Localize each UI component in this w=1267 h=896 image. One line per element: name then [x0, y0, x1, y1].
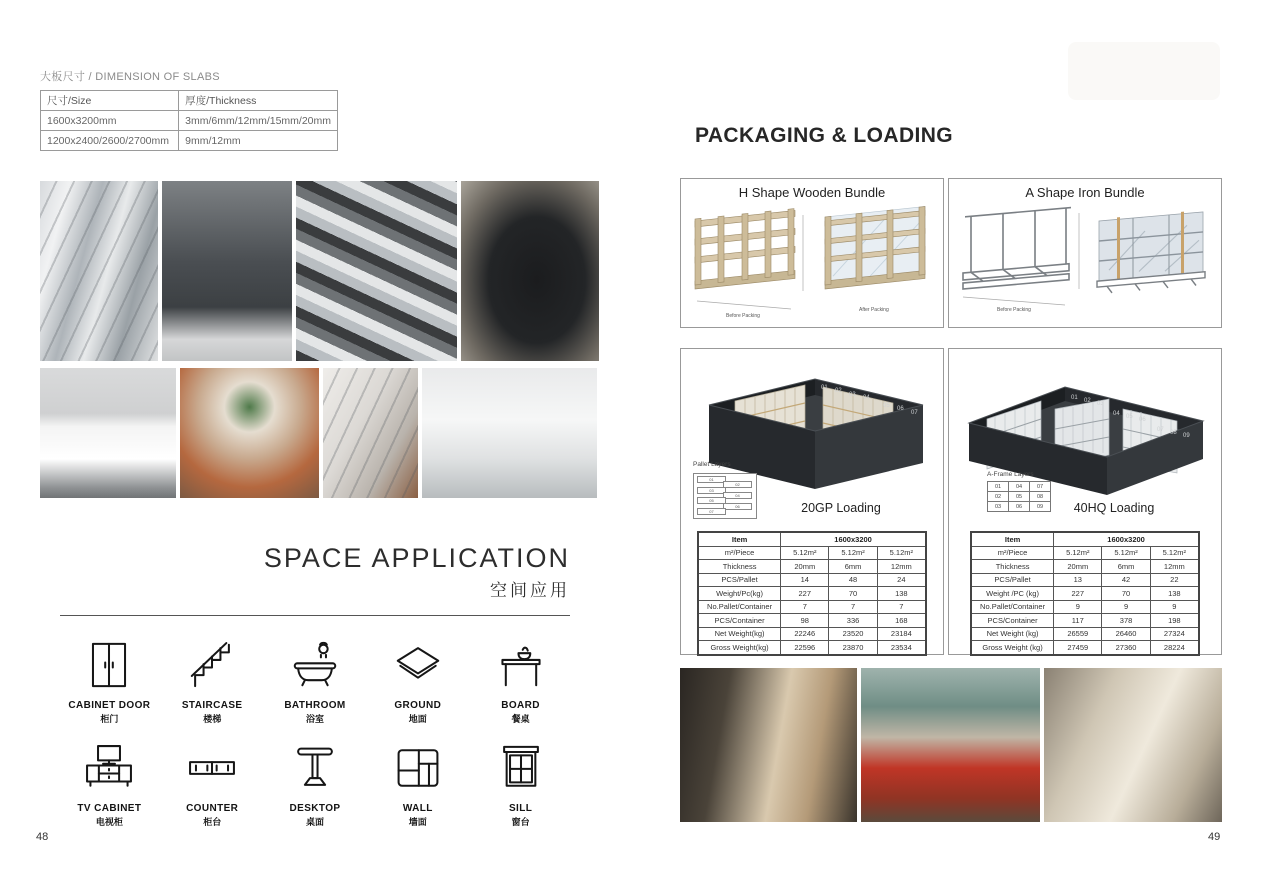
photo-slabs-on-aframes: [1044, 668, 1222, 822]
container-slot-number: 03: [1097, 401, 1104, 407]
a-bundle-illustration: [953, 205, 1217, 321]
h-shape-bundle-box: [680, 178, 944, 328]
loading-table-item-header: Item: [971, 532, 1054, 546]
photo-stacked-curved-pieces: [296, 181, 457, 361]
space-application-item: [264, 741, 367, 828]
container-slot-number: 04: [1113, 411, 1120, 417]
loading-table-cell: 5.12m²: [829, 546, 877, 560]
loading-table-row: [698, 614, 926, 628]
space-item-label-cn: 墙面: [408, 817, 427, 827]
loading-table-cell: 198: [1150, 614, 1199, 628]
loading-table-cell: PCS/Container: [698, 614, 781, 628]
loading-table-cell: 20mm: [781, 560, 829, 574]
loading-table-cell: Weight /PC (kg): [971, 587, 1054, 601]
loading-table-cell: Gross Weight(kg): [698, 641, 781, 655]
loading-table-cell: 26559: [1054, 627, 1102, 641]
container-slot-number: 06: [1139, 417, 1146, 423]
space-item-label-en: BATHROOM: [284, 700, 346, 711]
loading-table-cell: m²/Piece: [698, 546, 781, 560]
loading-table-cell: 22596: [781, 641, 829, 655]
space-item-label-cn: 桌面: [305, 817, 324, 827]
pallet-layer-bar: 06: [723, 503, 752, 510]
container-slot-number: 01: [821, 385, 828, 391]
loading-table-row: [698, 627, 926, 641]
pallet-layer-bar: 01: [697, 476, 726, 483]
aframe-layer-cell: 02: [988, 492, 1009, 502]
space-application-item: [58, 741, 161, 828]
loading-table-cell: PCS/Pallet: [698, 573, 781, 587]
loading-table-row: [971, 614, 1199, 628]
space-application-title: SPACE APPLICATION: [263, 543, 570, 573]
loading-table-cell: 227: [781, 587, 829, 601]
container-slot-number: 08: [1170, 430, 1177, 436]
loading-table-cell: 27459: [1054, 641, 1102, 655]
loading-table-cell: Thickness: [971, 560, 1054, 574]
space-item-label-en: COUNTER: [186, 803, 239, 814]
space-application-heading: [60, 543, 570, 601]
loading-table-cell: 9: [1054, 600, 1102, 614]
loading-table-cell: 5.12m²: [877, 546, 926, 560]
space-item-label-en: DESKTOP: [289, 803, 341, 814]
space-item-label-cn: 浴室: [305, 714, 324, 724]
loading-table-cell: 24: [877, 573, 926, 587]
space-item-label-cn: 柜台: [203, 817, 222, 827]
space-application-icon-grid: [58, 638, 572, 828]
container-slot-number: 04: [863, 395, 870, 401]
aframe-layer-cell: 05: [1009, 492, 1030, 502]
slab-table-row: [41, 111, 338, 131]
a-shape-bundle-box: [948, 178, 1222, 328]
counter-icon: [161, 741, 264, 800]
aframe-layer-cell: 03: [988, 502, 1009, 512]
space-item-label-en: STAIRCASE: [181, 700, 243, 711]
loading-table-cell: 5.12m²: [781, 546, 829, 560]
loading-table-row: [971, 627, 1199, 641]
loading-table-row: [698, 587, 926, 601]
loading-table-row: [698, 560, 926, 574]
loading-table-cell: 6mm: [829, 560, 877, 574]
photo-dining-table: [180, 368, 319, 498]
a-bundle-title: A Shape Iron Bundle: [1025, 185, 1145, 200]
cabinet-door-icon: [58, 638, 161, 697]
space-application-item: [58, 638, 161, 725]
loading-table-row: [971, 641, 1199, 655]
caption-20gp-loading: 20GP Loading: [801, 501, 881, 515]
loading-table-cell: 12mm: [877, 560, 926, 574]
slab-table-header: 厚度/Thickness: [179, 91, 338, 111]
loading-table-cell: 5.12m²: [1054, 546, 1102, 560]
loading-table-cell: PCS/Container: [971, 614, 1054, 628]
loading-table-row: [971, 546, 1199, 560]
loading-table-cell: 7: [829, 600, 877, 614]
sill-icon: [469, 741, 572, 800]
h-bundle-title: H Shape Wooden Bundle: [738, 185, 886, 200]
space-item-label-cn: 窗台: [511, 817, 530, 827]
space-application-subtitle: 空间应用: [490, 581, 570, 600]
container-slot-number: 07: [1157, 427, 1164, 433]
loading-table-cell: Net Weight(kg): [698, 627, 781, 641]
staircase-icon: [161, 638, 264, 697]
loading-table-row: [971, 560, 1199, 574]
section-divider: [60, 615, 570, 616]
slab-table-cell: 1200x2400/2600/2700mm: [41, 131, 179, 151]
slab-table-header: 尺寸/Size: [41, 91, 179, 111]
aframe-layer-cell: 08: [1030, 492, 1051, 502]
space-item-label-cn: 电视柜: [95, 817, 123, 827]
loading-table-row: [698, 600, 926, 614]
pallet-layers-label: Pallet Layers: [693, 461, 731, 468]
photo-black-sink-countertop: [461, 181, 599, 361]
aframe-layer-cell: 04: [1009, 482, 1030, 492]
caption-40hq-loading: 40HQ Loading: [1073, 501, 1155, 515]
loading-table-cell: 7: [781, 600, 829, 614]
loading-table-cell: 26460: [1102, 627, 1150, 641]
slab-dimensions-title: 大板尺寸 / DIMENSION OF SLABS: [40, 71, 220, 83]
loading-table-cell: 48: [829, 573, 877, 587]
container-slot-number: 05: [883, 403, 890, 409]
loading-table-cell: 13: [1054, 573, 1102, 587]
container-slot-number: 03: [849, 392, 856, 398]
space-item-label-en: TV CABINET: [77, 803, 142, 814]
pallet-layer-bar: 02: [723, 481, 752, 488]
loading-table-row: [698, 546, 926, 560]
container-slot-number: 02: [835, 388, 842, 394]
space-application-item: [161, 638, 264, 725]
pallet-layer-bar: 04: [723, 492, 752, 499]
loading-table-row: [971, 600, 1199, 614]
photo-forklift-loading: [861, 668, 1040, 822]
aframe-layer-cell: 06: [1009, 502, 1030, 512]
loading-table-cell: PCS/Pallet: [971, 573, 1054, 587]
photo-bathroom-vanity: [40, 368, 176, 498]
slab-table-cell: 1600x3200mm: [41, 111, 179, 131]
space-item-label-cn: 楼梯: [203, 714, 222, 724]
loading-table-cell: 168: [877, 614, 926, 628]
loading-table-row: [971, 573, 1199, 587]
loading-table-cell: 23534: [877, 641, 926, 655]
container-slot-number: 06: [897, 406, 904, 412]
loading-table-cell: 5.12m²: [1102, 546, 1150, 560]
loading-table-cell: 23184: [877, 627, 926, 641]
loading-table-cell: 6mm: [1102, 560, 1150, 574]
pallet-layer-bar: 03: [697, 487, 726, 494]
space-item-label-en: CABINET DOOR: [68, 700, 151, 711]
loading-table-cell: 23520: [829, 627, 877, 641]
space-application-item: [469, 638, 572, 725]
loading-table-cell: 9: [1150, 600, 1199, 614]
pallet-layer-bar: 05: [697, 497, 726, 504]
loading-table-cell: 20mm: [1054, 560, 1102, 574]
space-item-label-en: BOARD: [501, 700, 540, 711]
bundle-caption: After Packing: [859, 307, 889, 313]
loading-table-item-header: Item: [698, 532, 781, 546]
h-bundle-illustration: [685, 205, 939, 321]
container-slot-number: 07: [911, 410, 918, 416]
loading-table-cell: 28224: [1150, 641, 1199, 655]
loading-table-cell: 7: [877, 600, 926, 614]
aframe-layer-cell: 07: [1030, 482, 1051, 492]
loading-table-cell: 22: [1150, 573, 1199, 587]
container-slot-number: 05: [1126, 414, 1133, 420]
space-application-item: [469, 741, 572, 828]
loading-table-cell: Gross Weight (kg): [971, 641, 1054, 655]
loading-photo-strip: [680, 668, 1222, 822]
photo-marble-stair-sofa: [323, 368, 418, 498]
aframe-layers-label: A-Frame Layers: [987, 471, 1034, 478]
loading-table-cell: 227: [1054, 587, 1102, 601]
loading-box-40hq: [948, 348, 1222, 655]
faint-logo-watermark: [1068, 42, 1220, 100]
loading-table-cell: 138: [877, 587, 926, 601]
loading-table-40hq: [970, 531, 1200, 656]
slab-table-cell: 3mm/6mm/12mm/15mm/20mm: [179, 111, 338, 131]
photo-container-interior: [680, 668, 857, 822]
board-icon: [469, 638, 572, 697]
loading-table-cell: No.Pallet/Container: [698, 600, 781, 614]
space-item-label-cn: 地面: [408, 714, 427, 724]
loading-table-cell: 23870: [829, 641, 877, 655]
loading-table-row: [698, 641, 926, 655]
loading-table-cell: 70: [829, 587, 877, 601]
loading-table-size-header: 1600x3200: [781, 532, 926, 546]
loading-table-cell: 117: [1054, 614, 1102, 628]
packaging-loading-heading: PACKAGING & LOADING: [695, 124, 954, 147]
loading-table-cell: 378: [1102, 614, 1150, 628]
wall-icon: [366, 741, 469, 800]
aframe-layer-cell: 01: [988, 482, 1009, 492]
loading-table-cell: 12mm: [1150, 560, 1199, 574]
slab-table-row: [41, 131, 338, 151]
loading-table-cell: 14: [781, 573, 829, 587]
space-item-label-en: SILL: [508, 803, 533, 814]
aframe-layer-cell: 09: [1030, 502, 1051, 512]
photo-shower-room: [162, 181, 292, 361]
loading-table-cell: 42: [1102, 573, 1150, 587]
photo-grid-row-2: [40, 368, 597, 498]
loading-table-cell: 5.12m²: [1150, 546, 1199, 560]
loading-table-cell: 27324: [1150, 627, 1199, 641]
loading-table-20gp: [697, 531, 927, 656]
container-slot-number: 09: [1183, 433, 1190, 439]
photo-grid-row-1: [40, 181, 599, 361]
photo-marble-slab-panels: [40, 181, 158, 361]
loading-table-cell: 27360: [1102, 641, 1150, 655]
tv-cabinet-icon: [58, 741, 161, 800]
loading-table-cell: Net Weight (kg): [971, 627, 1054, 641]
loading-table-row: [971, 587, 1199, 601]
slab-dimensions-table: [40, 90, 338, 151]
space-application-item: [161, 741, 264, 828]
ground-icon: [366, 638, 469, 697]
container-slot-number: 02: [1084, 398, 1091, 404]
loading-table-size-header: 1600x3200: [1054, 532, 1199, 546]
pallet-layer-bar: 07: [697, 508, 726, 515]
slab-table-cell: 9mm/12mm: [179, 131, 338, 151]
space-application-item: [264, 638, 367, 725]
space-application-item: [366, 638, 469, 725]
bathroom-icon: [264, 638, 367, 697]
loading-table-cell: 9: [1102, 600, 1150, 614]
space-application-item: [366, 741, 469, 828]
photo-white-countertop: [422, 368, 597, 498]
desktop-icon: [264, 741, 367, 800]
space-item-label-en: GROUND: [394, 700, 442, 711]
space-item-label-cn: 餐桌: [511, 714, 530, 724]
loading-table-cell: m²/Piece: [971, 546, 1054, 560]
loading-table-cell: Thickness: [698, 560, 781, 574]
loading-table-cell: 336: [829, 614, 877, 628]
loading-table-row: [698, 573, 926, 587]
loading-table-cell: 70: [1102, 587, 1150, 601]
page-number-right: 49: [1208, 831, 1221, 843]
container-slot-number: 01: [1071, 395, 1078, 401]
loading-table-cell: 138: [1150, 587, 1199, 601]
page-number-left: 48: [36, 831, 49, 843]
bundle-caption: Before Packing: [997, 307, 1031, 313]
space-item-label-cn: 柜门: [100, 714, 119, 724]
space-item-label-en: WALL: [402, 803, 433, 814]
loading-box-20gp: [680, 348, 944, 655]
loading-table-cell: 98: [781, 614, 829, 628]
bundle-caption: Before Packing: [726, 313, 760, 319]
loading-table-cell: 22246: [781, 627, 829, 641]
loading-table-cell: No.Pallet/Container: [971, 600, 1054, 614]
loading-table-cell: Weight/Pc(kg): [698, 587, 781, 601]
